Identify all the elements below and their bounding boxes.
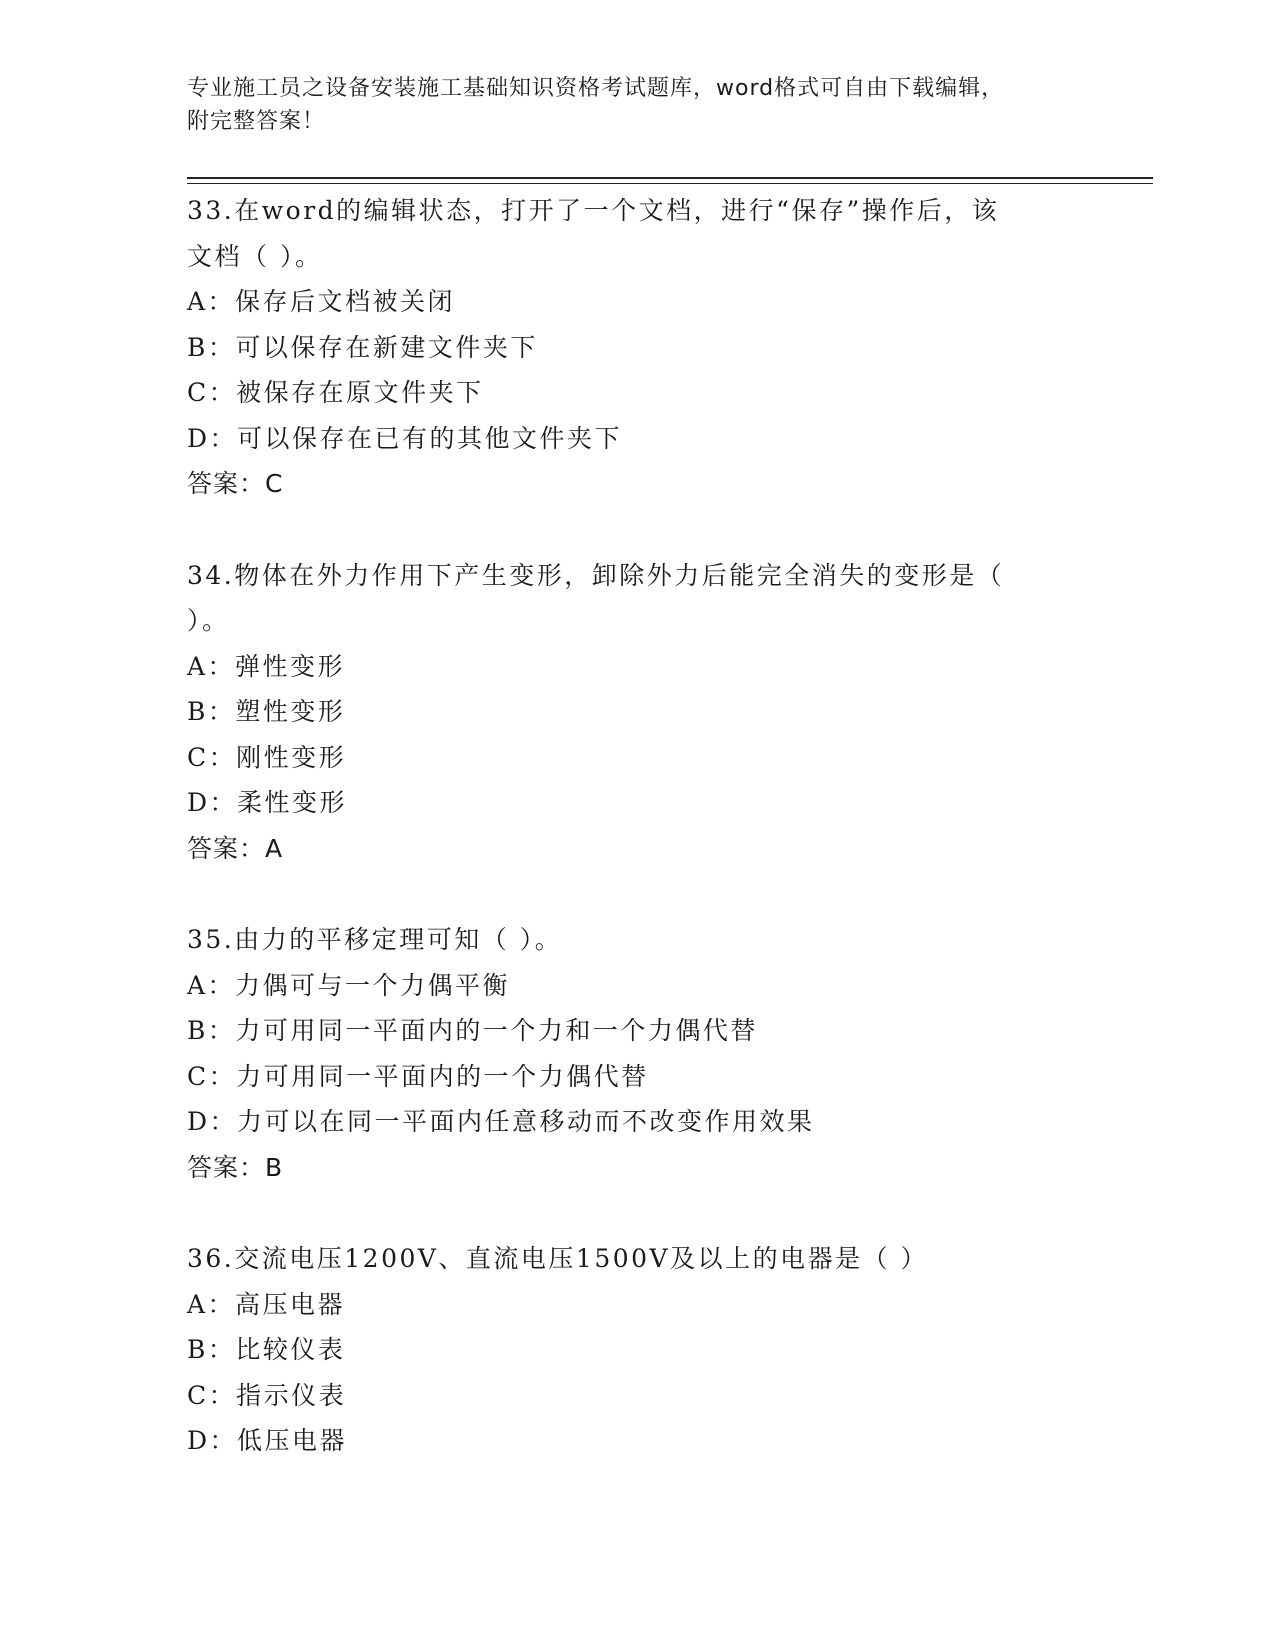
option-c: C：力可用同一平面内的一个力偶代替 [187,1061,649,1091]
option-a: A：力偶可与一个力偶平衡 [187,970,511,1000]
option-b: B：塑性变形 [187,697,346,726]
option-c: C：被保存在原文件夹下 [187,378,484,407]
question-stem: 35.由力的平移定理可知（ ）。 [187,925,563,954]
question-stem: 33.在word的编辑状态，打开了一个文档，进行“保存”操作后，该 [187,196,1000,225]
question-stem: 34.物体在外力作用下产生变形，卸除外力后能完全消失的变形是（ [187,560,1005,590]
answer-text: 答案：C [187,469,284,498]
option-a: A：弹性变形 [187,651,346,681]
option-d: D：可以保存在已有的其他文件夹下 [187,423,623,453]
option-b: B：比较仪表 [187,1335,346,1364]
option-c: C：刚性变形 [187,742,347,772]
document-header [187,72,1087,138]
header-divider-thick [187,177,1153,179]
header-divider-thin [187,183,1153,184]
option-d: D：力可以在同一平面内任意移动而不改变作用效果 [187,1107,815,1136]
question-stem: 36.交流电压1200V、直流电压1500V及以上的电器是（ ） [187,1244,929,1273]
question-stem-continued: 文档（ ）。 [187,241,323,271]
question-35 [187,917,1067,1190]
option-d: D：柔性变形 [187,788,348,817]
option-c: C：指示仪表 [187,1380,347,1410]
answer-text: 答案：B [187,1152,284,1182]
option-b: B：可以保存在新建文件夹下 [187,332,538,362]
question-34 [187,553,1067,872]
option-a: A：保存后文档被关闭 [187,287,456,316]
question-list [187,188,1067,1464]
question-stem-continued: ）。 [187,606,230,635]
header-line-1: 专业施工员之设备安装施工基础知识资格考试题库，word格式可自由下载编辑， [187,76,1005,101]
option-d: D：低压电器 [187,1426,348,1455]
question-33 [187,188,1067,507]
header-line-2: 附完整答案！ [187,109,326,134]
option-a: A：高压电器 [187,1289,346,1319]
option-b: B：力可用同一平面内的一个力和一个力偶代替 [187,1016,758,1045]
question-36 [187,1236,1067,1464]
answer-text: 答案：A [187,833,284,863]
